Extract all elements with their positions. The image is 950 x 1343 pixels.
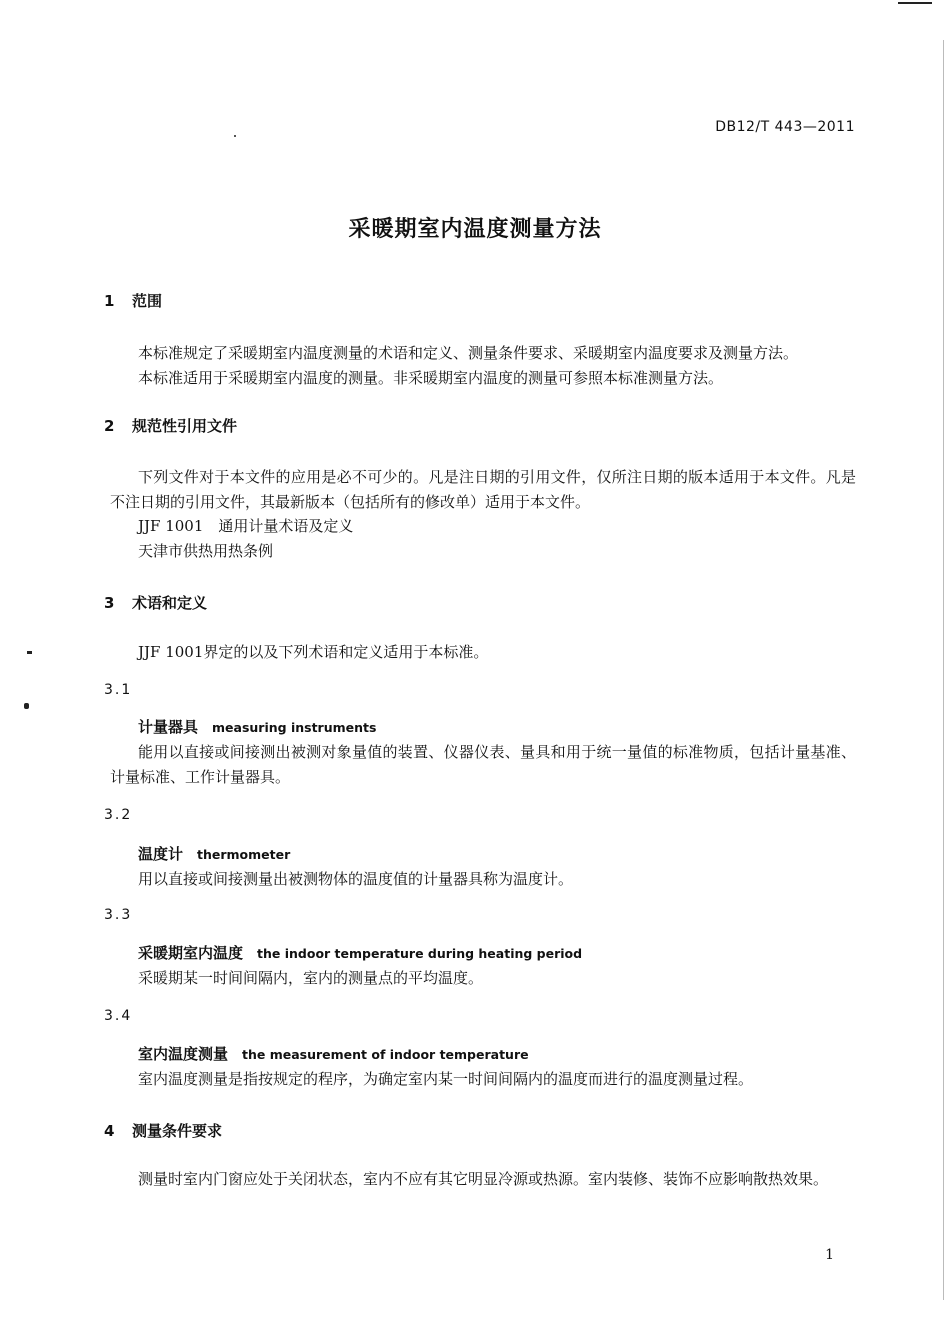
scan-mark-top-right	[898, 2, 932, 4]
term-definition: 室内温度测量是指按规定的程序，为确定室内某一时间间隔内的温度而进行的温度测量过程。	[138, 1070, 754, 1088]
paragraph: 本标准规定了采暖期室内温度测量的术语和定义、测量条件要求、采暖期室内温度要求及测量方法。	[138, 344, 799, 362]
document-title: 采暖期室内温度测量方法	[348, 217, 602, 242]
term-english: measuring instruments	[212, 720, 377, 735]
scan-dot	[27, 651, 32, 654]
section-title: 范围	[132, 292, 163, 310]
term-heading	[138, 716, 376, 737]
section-number: 3	[104, 594, 115, 612]
term-english: the measurement of indoor temperature	[242, 1047, 529, 1062]
section-title: 术语和定义	[132, 594, 208, 612]
section-number: 4	[104, 1122, 115, 1140]
term-heading	[138, 942, 582, 963]
section-title: 测量条件要求	[132, 1122, 223, 1140]
reference-item: JJF 1001 通用计量术语及定义	[138, 517, 354, 535]
document-code: DB12/T 443—2011	[715, 119, 855, 135]
section-title: 规范性引用文件	[132, 417, 238, 435]
term-heading	[138, 843, 290, 864]
scan-dot	[234, 135, 236, 137]
page-number: 1	[825, 1247, 834, 1263]
paragraph: 本标准适用于采暖期室内温度的测量。非采暖期室内温度的测量可参照本标准测量方法。	[138, 369, 724, 387]
term-number: 3.3	[104, 907, 133, 923]
term-chinese: 室内温度测量	[138, 1045, 229, 1063]
paragraph: JJF 1001界定的以及下列术语和定义适用于本标准。	[138, 643, 489, 661]
term-english: thermometer	[197, 847, 291, 862]
paragraph: 测量时室内门窗应处于关闭状态，室内不应有其它明显冷源或热源。室内装修、装饰不应影响散热效果。	[138, 1170, 829, 1188]
section-heading	[104, 415, 237, 436]
term-chinese: 温度计	[138, 845, 184, 863]
term-number: 3.4	[104, 1008, 133, 1024]
section-heading	[104, 290, 162, 311]
section-number: 1	[104, 292, 115, 310]
term-chinese: 采暖期室内温度	[138, 944, 244, 962]
section-heading	[104, 592, 207, 613]
term-heading	[138, 1043, 529, 1064]
section-heading	[104, 1120, 222, 1141]
reference-item: 天津市供热用热条例	[138, 542, 274, 560]
term-english: the indoor temperature during heating period	[257, 946, 583, 961]
term-chinese: 计量器具	[138, 718, 199, 736]
term-number: 3.1	[104, 682, 133, 698]
term-definition: 能用以直接或间接测出被测对象量值的装置、仪器仪表、量具和用于统一量值的标准物质，包括计量基准、计量标准、工作计量器具。	[110, 743, 856, 786]
scan-dot	[24, 703, 29, 709]
section-number: 2	[104, 417, 115, 435]
term-definition: 采暖期某一时间间隔内，室内的测量点的平均温度。	[138, 969, 484, 987]
term-number: 3.2	[104, 807, 133, 823]
paragraph: 下列文件对于本文件的应用是必不可少的。凡是注日期的引用文件，仅所注日期的版本适用于本文件。凡是不注日期的引用文件，其最新版本（包括所有的修改单）适用于本文件。	[110, 468, 856, 511]
term-definition: 用以直接或间接测量出被测物体的温度值的计量器具称为温度计。	[138, 870, 574, 888]
